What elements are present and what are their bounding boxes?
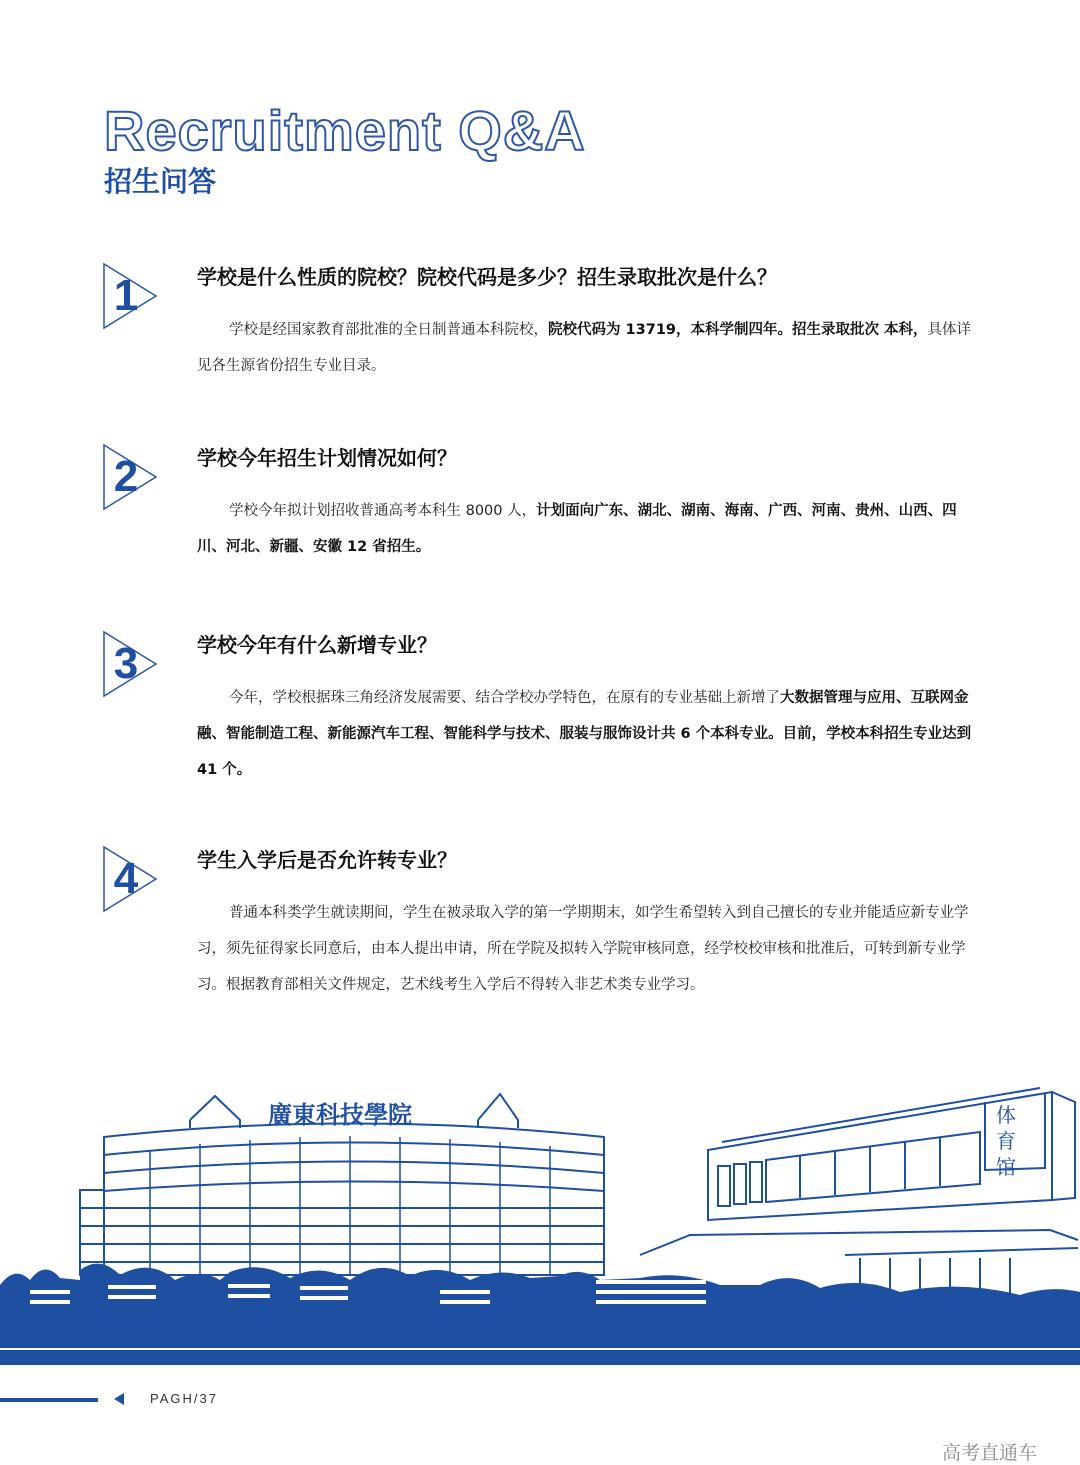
number-arrow-icon bbox=[100, 630, 162, 700]
answer-segment: 具体详见各生源省份招生专业目录。 bbox=[197, 322, 972, 374]
question-number: 1 bbox=[113, 271, 139, 320]
number-arrow-icon bbox=[100, 262, 162, 332]
question-number: 4 bbox=[113, 854, 139, 903]
page-title-chinese: 招生问答 bbox=[104, 165, 217, 198]
number-arrow-icon bbox=[100, 443, 162, 513]
answer-highlight: 计划面向广东、湖北、湖南、海南、广西、河南、贵州、山西、四川、河北、新疆、安徽 12 省招生。 bbox=[197, 503, 957, 555]
building-sign: 廣東科技學院 bbox=[268, 1100, 412, 1129]
footer-triangle-icon bbox=[114, 1393, 124, 1405]
campus-illustration bbox=[0, 1080, 1080, 1380]
answer-highlight: 院校代码为 13719，本科学制四年。招生录取批次 本科， bbox=[548, 322, 928, 338]
watermark: 高考直通车 bbox=[942, 1442, 1038, 1464]
page-number: PAGH/37 bbox=[150, 1391, 218, 1406]
question-title: 学校是什么性质的院校？院校代码是多少？招生录取批次是什么？ bbox=[197, 265, 777, 289]
answer-text bbox=[197, 312, 982, 384]
question-number: 3 bbox=[113, 639, 139, 688]
answer-text bbox=[197, 895, 982, 1003]
page-title-english: Recruitment Q&A bbox=[104, 99, 586, 162]
number-arrow-icon bbox=[100, 845, 162, 915]
answer-highlight: 大数据管理与应用、互联网金融、智能制造工程、新能源汽车工程、智能科学与技术、服装与服饰设计共 6 个本科专业。目前，学校本科招生专业达到 41 个。 bbox=[197, 690, 972, 778]
question-number: 2 bbox=[113, 452, 139, 501]
answer-segment: 普通本科类学生就读期间，学生在被录取入学的第一学期期末，如学生希望转入到自己擅长的专业并能适应新专业学习，须先征得家长同意后，由本人提出申请，所在学院及拟转入学院审核同意，经学校校审核和批准后，可转到新专业学习。根据教育部相关文件规定，艺术线考生入学后不得转入非艺术类专业学习。 bbox=[197, 905, 969, 993]
answer-segment: 今年，学校根据珠三角经济发展需要、结合学校办学特色，在原有的专业基础上新增了 bbox=[229, 690, 780, 706]
gym-sign-char: 馆 bbox=[996, 1155, 1016, 1179]
answer-segment: 学校今年拟计划招收普通高考本科生 8000 人， bbox=[229, 503, 537, 519]
gym-sign-char: 体 bbox=[996, 1103, 1016, 1127]
question-title: 学生入学后是否允许转专业？ bbox=[197, 848, 457, 872]
answer-text bbox=[197, 493, 982, 565]
footer-rule bbox=[0, 1398, 98, 1402]
answer-segment: 学校是经国家教育部批准的全日制普通本科院校， bbox=[229, 322, 548, 338]
answer-text bbox=[197, 680, 982, 788]
gym-sign-char: 育 bbox=[996, 1129, 1016, 1153]
question-title: 学校今年有什么新增专业？ bbox=[197, 633, 437, 657]
question-title: 学校今年招生计划情况如何？ bbox=[197, 446, 457, 470]
